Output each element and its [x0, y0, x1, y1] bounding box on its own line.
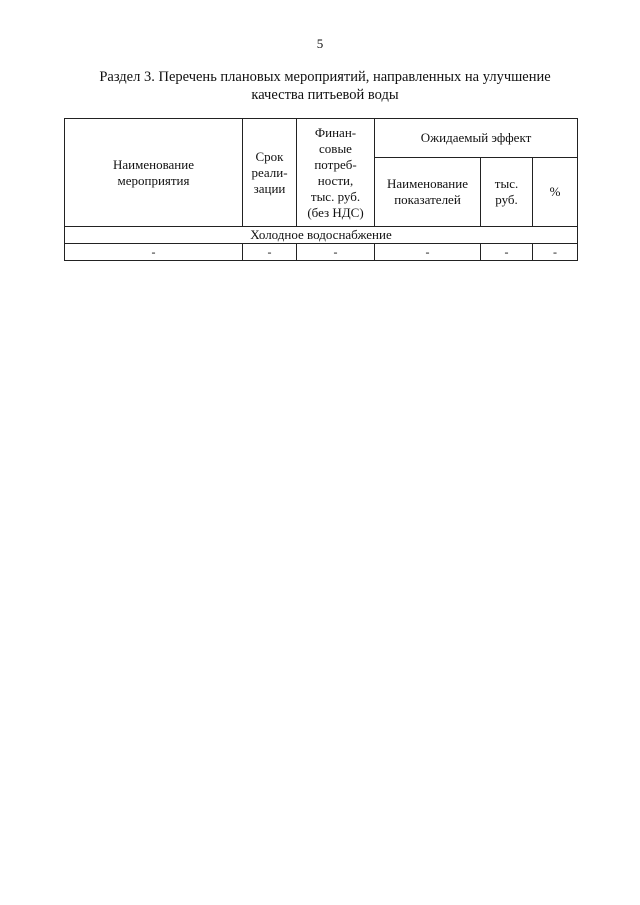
header-percent: % — [533, 158, 578, 227]
planned-measures-table — [64, 118, 578, 261]
section-heading-line-1: Раздел 3. Перечень плановых мероприятий, направленных на улучшение — [99, 69, 551, 85]
page-number: 5 — [316, 36, 324, 51]
header-term: Срок реали- зации — [243, 119, 297, 227]
cell-percent: - — [533, 244, 578, 261]
header-financial-needs: Финан- совые потреб- ности, тыс. руб. (без НДС) — [297, 119, 375, 227]
cell-financial-needs: - — [297, 244, 375, 261]
header-thousand-rub: тыс. руб. — [481, 158, 533, 227]
section-heading — [70, 68, 580, 104]
cell-measure-name: - — [65, 244, 243, 261]
header-row-top — [65, 119, 578, 158]
section-row — [65, 227, 578, 244]
header-indicator-names: Наименование показателей — [375, 158, 481, 227]
cell-thousand-rub: - — [481, 244, 533, 261]
header-expected-effect: Ожидаемый эффект — [375, 119, 578, 158]
section-title: Холодное водоснабжение — [65, 227, 578, 244]
cell-indicator-names: - — [375, 244, 481, 261]
header-measure-name: Наименование мероприятия — [65, 119, 243, 227]
table-row — [65, 244, 578, 261]
cell-term: - — [243, 244, 297, 261]
section-heading-line-2: качества питьевой воды — [251, 87, 399, 103]
